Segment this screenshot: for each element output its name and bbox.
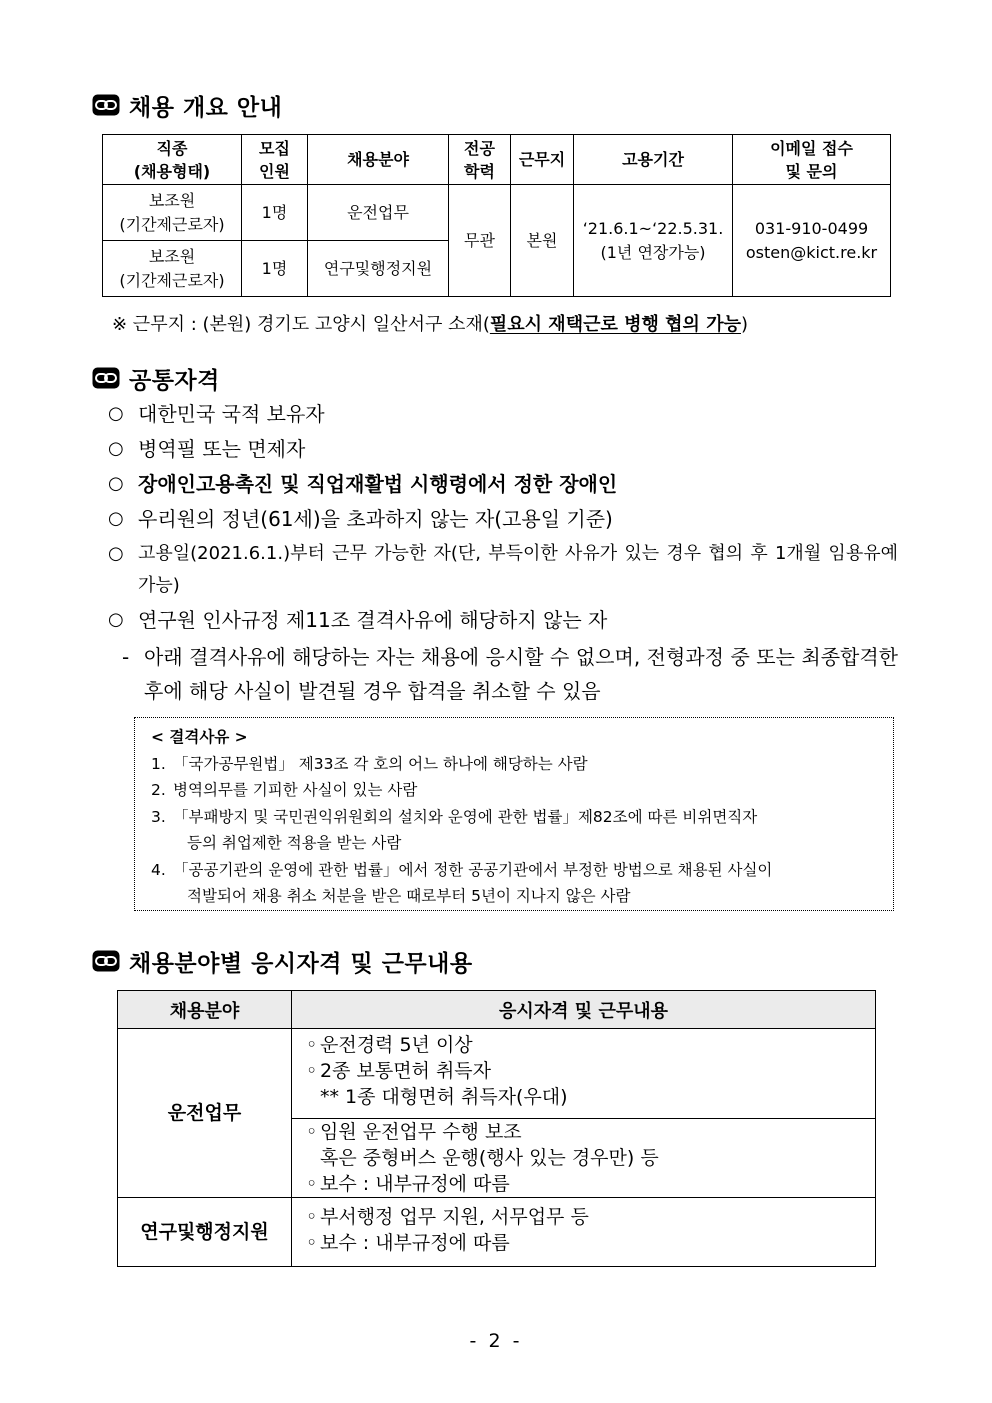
- recruitment-overview-table: [102, 134, 891, 297]
- list-item: ◦ 보수 : 내부규정에 따름: [306, 1232, 510, 1254]
- list-item: ◦ 부서행정 업무 지원, 서무업무 등: [306, 1206, 589, 1228]
- list-item: ◦ 임원 운전업무 수행 보조: [306, 1121, 522, 1143]
- field-qualification-table: [117, 990, 876, 1267]
- disqualification-item: 1. 「국가공무원법」 제33조 각 호의 어느 하나에 해당하는 사람: [151, 754, 588, 773]
- field-cell-research: 연구및행정지원: [118, 1198, 292, 1267]
- list-item: ○ 고용일(2021.6.1.)부터 근무 가능한 자(단, 부득이한 사유가 있는 경우 협의 후 1개월 임용유예 가능): [108, 543, 898, 596]
- header-workplace: 근무지: [511, 135, 574, 185]
- disqualification-item: 3. 「부패방지 및 국민권익위원회의 설치와 운영에 관한 법률」제82조에 따른 비위면직자 등의 취업제한 적용을 받는 사람: [151, 807, 758, 852]
- contact-cell: [733, 185, 891, 297]
- disqualification-notice: - 아래 결격사유에 해당하는 자는 채용에 응시할 수 없으며, 전형과정 중 또는 최종합격한 후에 해당 사실이 발견될 경우 합격을 취소할 수 있음: [122, 645, 898, 703]
- disqualification-title: < 결격사유 >: [151, 728, 248, 746]
- field-cell-driving: 운전업무: [118, 1029, 292, 1198]
- table-row: [118, 1029, 876, 1119]
- table-header-row: [103, 135, 891, 185]
- phone-number: 031-910-0499: [754, 218, 869, 238]
- header-field: 채용분야: [308, 135, 449, 185]
- qualification-cell: [292, 1029, 876, 1119]
- list-item: ○ 병역필 또는 면제자: [108, 437, 306, 461]
- disqualification-item: 4. 「공공기관의 운영에 관한 법률」에서 정한 공공기관에서 부정한 방법으로 채용된 사실이 적발되어 채용 취소 처분을 받은 때로부터 5년이 지나지 않은 사람: [151, 860, 773, 905]
- period-cell: ‘21.6.1~‘22.5.31. (1년 연장가능): [574, 185, 733, 297]
- field-cell: 연구및행정지원: [308, 241, 449, 297]
- workplace-note: ※ 근무지 : (본원) 경기도 고양시 일산서구 소재(필요시 재택근로 병행 협의 가능): [112, 314, 749, 335]
- list-item: ○ 대한민국 국적 보유자: [108, 402, 325, 426]
- list-item: ◦ 운전경력 5년 이상: [306, 1034, 473, 1056]
- list-item: ** 1종 대형면허 취득자(우대): [320, 1086, 568, 1108]
- list-item: ○ 우리원의 정년(61세)을 초과하지 않는 자(고용일 기준): [108, 507, 613, 531]
- list-item: ○ 장애인고용촉진 및 직업재활법 시행령에서 정한 장애인: [108, 472, 618, 496]
- field-cell: 운전업무: [308, 185, 449, 241]
- workplace-cell: 본원: [511, 185, 574, 297]
- page-number: - 2 -: [469, 1330, 523, 1352]
- section-title-overview: [92, 88, 282, 122]
- table-row: [118, 1198, 876, 1267]
- list-item: ◦ 2종 보통면허 취득자: [306, 1060, 491, 1082]
- header-field: 채용분야: [118, 991, 292, 1029]
- section-title-text: 공통자격: [129, 367, 220, 394]
- remote-work-note: 필요시 재택근로 병행 협의 가능: [489, 314, 741, 335]
- header-job-type: 직종 (채용형태): [103, 135, 242, 185]
- header-content: 응시자격 및 근무내용: [292, 991, 876, 1029]
- section-title-common-qualifications: [92, 361, 220, 395]
- duty-cell: [292, 1198, 876, 1267]
- headcount-cell: 1명: [242, 241, 308, 297]
- headcount-cell: 1명: [242, 185, 308, 241]
- email-address: osten@kict.re.kr: [745, 242, 878, 262]
- section-title-text: 채용분야별 응시자격 및 근무내용: [129, 950, 473, 977]
- education-cell: 무관: [449, 185, 511, 297]
- section-title-text: 채용 개요 안내: [129, 94, 283, 121]
- list-item: 혹은 중형버스 운행(행사 있는 경우만) 등: [320, 1147, 659, 1169]
- link-icon: [92, 94, 120, 116]
- section-title-field-qualifications: [92, 944, 473, 978]
- table-header-row: [118, 991, 876, 1029]
- header-headcount: 모집 인원: [242, 135, 308, 185]
- link-icon: [92, 950, 120, 972]
- header-education: 전공 학력: [449, 135, 511, 185]
- header-contact: 이메일 접수 및 문의: [733, 135, 891, 185]
- disqualification-box: [134, 717, 894, 911]
- list-item: ◦ 보수 : 내부규정에 따름: [306, 1173, 510, 1195]
- disqualification-item: 2. 병역의무를 기피한 사실이 있는 사람: [151, 781, 418, 799]
- table-row: [103, 185, 891, 241]
- job-type-cell: 보조원 (기간제근로자): [103, 241, 242, 297]
- duty-cell: [292, 1119, 876, 1198]
- link-icon: [92, 367, 120, 389]
- header-period: 고용기간: [574, 135, 733, 185]
- job-type-cell: 보조원 (기간제근로자): [103, 185, 242, 241]
- list-item: ○ 연구원 인사규정 제11조 결격사유에 해당하지 않는 자: [108, 608, 608, 632]
